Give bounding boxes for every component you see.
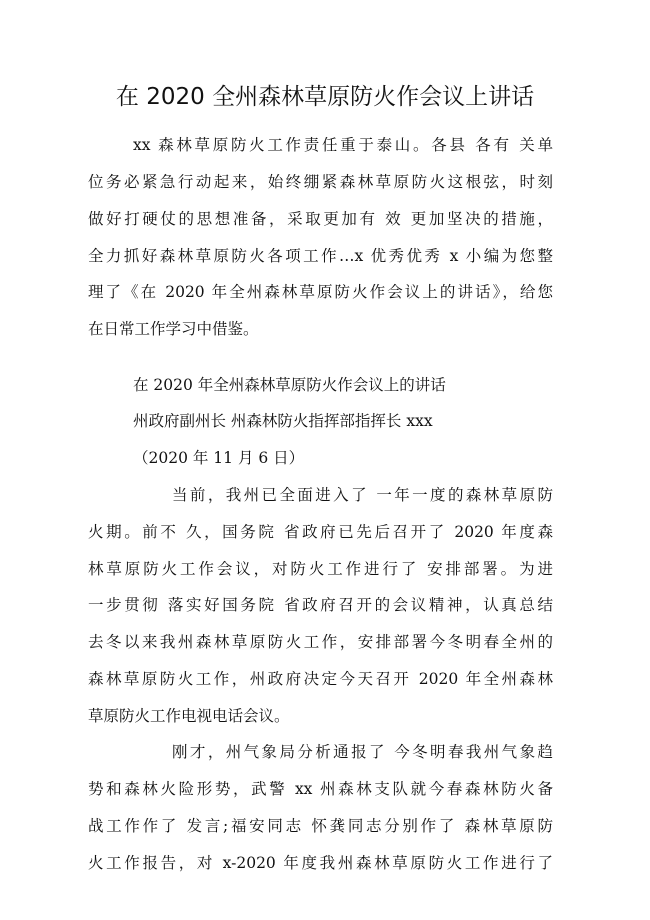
- intro-line: 在日常工作学习中借鉴。: [88, 320, 259, 338]
- intro-line: 理了《在 2020 年全州森林草原防火作会议上的讲话》，给您: [88, 283, 553, 301]
- body-line: 草原防火工作电视电话会议。: [88, 707, 290, 725]
- speech-date: （2020 年 11 月 6 日）: [133, 449, 305, 467]
- speaker-line: 州政府副州长 州森林防火指挥部指挥长 xxx: [133, 412, 433, 430]
- body-line: 战工作作了 发言;福安同志 怀龚同志分别作了 森林草原防: [88, 817, 553, 835]
- speech-title: 在 2020 年全州森林草原防火作会议上的讲话: [133, 376, 446, 394]
- body-line: 火工作报告，对 x-2020 年度我州森林草原防火工作进行了: [88, 854, 553, 872]
- intro-line: 全力抓好森林草原防火各项工作…x 优秀优秀 x 小编为您整: [88, 247, 553, 265]
- body-line: 当前，我州已全面进入了 一年一度的森林草原防: [172, 486, 553, 504]
- intro-line: 位务必紧急行动起来，始终绷紧森林草原防火这根弦，时刻: [88, 173, 553, 191]
- body-line: 势和森林火险形势，武警 xx 州森林支队就今春森林防火备: [88, 780, 553, 798]
- body-line: 去冬以来我州森林草原防火工作，安排部署今冬明春全州的: [88, 633, 553, 651]
- intro-line: 做好打硬仗的思想准备，采取更加有 效 更加坚决的措施，: [88, 210, 553, 228]
- body-line: 一步贯彻 落实好国务院 省政府召开的会议精神，认真总结: [88, 596, 553, 614]
- body-line: 森林草原防火工作，州政府决定今天召开 2020 年全州森林: [88, 670, 553, 688]
- body-line: 林草原防火工作会议，对防火工作进行了 安排部署。为进: [88, 560, 553, 578]
- intro-line: xx 森林草原防火工作责任重于泰山。各县 各有 关单: [133, 136, 553, 154]
- body-line: 刚才，州气象局分析通报了 今冬明春我州气象趋: [172, 743, 553, 761]
- document-title: 在 2020 全州森林草原防火作会议上讲话: [115, 84, 535, 110]
- body-line: 火期。前不 久，国务院 省政府已先后召开了 2020 年度森: [88, 523, 553, 541]
